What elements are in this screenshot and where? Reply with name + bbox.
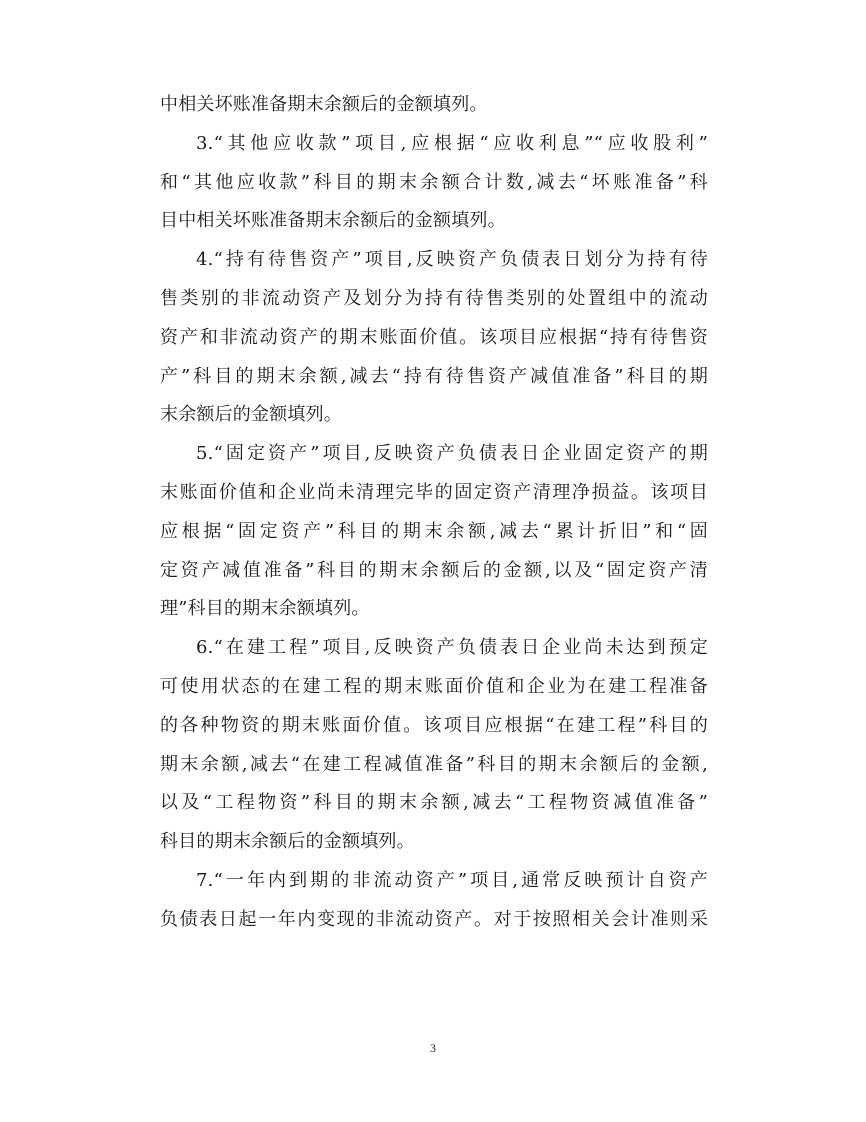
text-line: 售类别的非流动资产及划分为持有待售类别的处置组中的流动 xyxy=(160,287,708,309)
text-line: 末账面价值和企业尚未清理完毕的固定资产清理净损益。该项目 xyxy=(160,481,708,503)
text-line: 负债表日起一年内变现的非流动资产。对于按照相关会计准则采 xyxy=(160,908,708,930)
text-line: 和“其他应收款”科目的期末余额合计数,减去“坏账准备”科 xyxy=(160,171,708,193)
text-line: 末余额后的金额填列。 xyxy=(160,404,342,426)
document-body xyxy=(160,86,708,940)
text-line: 应根据“固定资产”科目的期末余额,减去“累计折旧”和“固 xyxy=(160,520,708,542)
text-line: 目中相关坏账准备期末余额后的金额填列。 xyxy=(160,210,506,232)
text-line: 中相关坏账准备期末余额后的金额填列。 xyxy=(160,94,488,115)
text-line: 科目的期末余额后的金额填列。 xyxy=(160,831,415,853)
text-line: 6.“在建工程”项目,反映资产负债表日企业尚未达到预定 xyxy=(196,637,708,659)
text-line: 7.“一年内到期的非流动资产”项目,通常反映预计自资产 xyxy=(196,869,708,891)
text-line: 可使用状态的在建工程的期末账面价值和企业为在建工程准备 xyxy=(160,675,708,697)
page-number: 3 xyxy=(430,1041,436,1055)
text-line: 产”科目的期末余额,减去“持有待售资产减值准备”科目的期 xyxy=(160,365,708,387)
text-line: 资产和非流动资产的期末账面价值。该项目应根据“持有待售资 xyxy=(160,326,708,348)
text-line: 3.“其他应收款”项目,应根据“应收利息”“应收股利” xyxy=(196,132,708,154)
text-line: 以及“工程物资”科目的期末余额,减去“工程物资减值准备” xyxy=(160,792,708,814)
text-line: 期末余额,减去“在建工程减值准备”科目的期末余额后的金额, xyxy=(160,753,708,775)
text-line: 的各种物资的期末账面价值。该项目应根据“在建工程”科目的 xyxy=(160,714,708,736)
text-line: 定资产减值准备”科目的期末余额后的金额,以及“固定资产清 xyxy=(160,559,708,581)
text-line: 4.“持有待售资产”项目,反映资产负债表日划分为持有待 xyxy=(196,249,708,271)
text-line: 5.“固定资产”项目,反映资产负债表日企业固定资产的期 xyxy=(196,443,708,465)
text-line: 理”科目的期末余额填列。 xyxy=(160,598,370,620)
